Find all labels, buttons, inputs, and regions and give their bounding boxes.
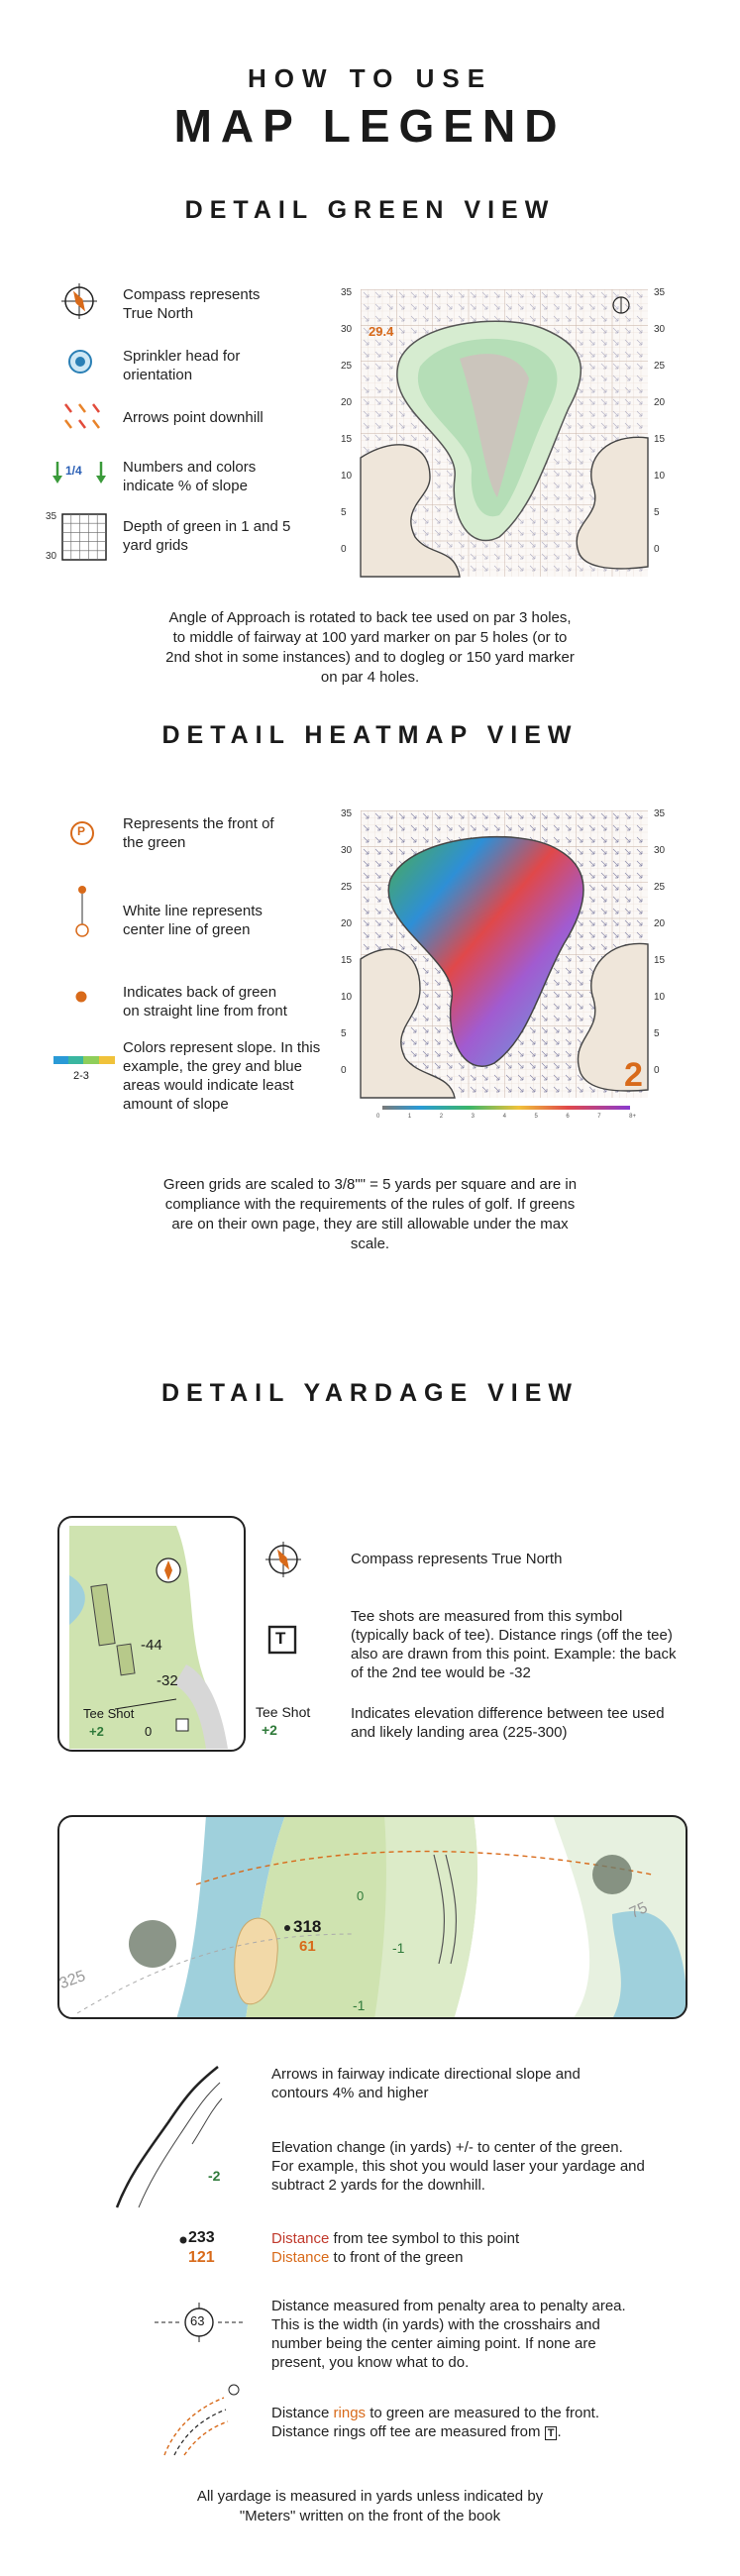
yardage-legend-3: Indicates elevation difference between tee used and likely landing area (225-300)	[351, 1705, 665, 1741]
compass-icon	[59, 281, 99, 321]
heatmap-hole-number: 2	[624, 1056, 643, 1094]
green-legend-2: Sprinkler head for orientation	[123, 348, 241, 383]
sprinkler-icon	[65, 347, 95, 376]
slope-scale-sample: 2-3	[73, 1070, 89, 1082]
strip-ring-a: 325	[56, 1967, 88, 1993]
inline-tee-symbol: T	[545, 2426, 558, 2440]
green-legend-3: Arrows point downhill	[123, 409, 264, 426]
detail-legend-3: Distance from tee symbol to this point Distance to front of the green	[271, 2230, 520, 2266]
inset-tee-zero: 0	[145, 1724, 153, 1739]
tee-shot-label: Tee Shot	[256, 1704, 311, 1720]
strip-zero: 0	[357, 1888, 365, 1903]
tee-shot-value: +2	[262, 1722, 277, 1738]
fairway-arrows-icon	[109, 2063, 228, 2211]
heatmap-caption: Green grids are scaled to 3/8"" = 5 yards per square and are in compliance with the requirements of the rules of golf. If greens are on their own page, they are still allowable under the max scale.	[162, 1176, 578, 1252]
inset-tee-value: +2	[89, 1724, 104, 1739]
back-of-green-icon	[71, 987, 91, 1007]
strip-front-distance: 61	[299, 1938, 316, 1955]
header-line2: MAP LEGEND	[173, 100, 567, 152]
footer-note: All yardage is measured in yards unless indicated by "Meters" written on the front of the book	[196, 2488, 544, 2524]
heat-axis-left: 35 30 25 20 15 10 5 0	[341, 808, 353, 1076]
green-axis-right: 35 30 25 20 15 10 5 0	[654, 287, 666, 555]
tee-symbol-glyph: T	[275, 1629, 286, 1648]
heatmap-view-title: DETAIL HEATMAP VIEW	[161, 721, 579, 749]
green-map-value: 29.4	[369, 324, 394, 339]
green-legend-5: Depth of green in 1 and 5 yard grids	[123, 518, 291, 554]
strip-elev-2: -1	[353, 1997, 366, 2013]
heat-legend-1: Represents the front of the green	[123, 815, 274, 851]
grid-label-bottom: 30	[46, 551, 57, 562]
yardage-view-title: DETAIL YARDAGE VIEW	[160, 1379, 579, 1407]
green-front-glyph: P	[77, 824, 86, 838]
elevation-change-icon: -2	[208, 2168, 221, 2184]
inset-dist-2: -32	[157, 1672, 178, 1689]
slope-color-scale-icon	[53, 1056, 115, 1068]
strip-ring-b: 75	[627, 1899, 651, 1923]
green-view-title: DETAIL GREEN VIEW	[184, 196, 556, 224]
grid-label-top: 35	[46, 511, 57, 522]
green-legend-1: Compass represents True North	[123, 286, 261, 322]
strip-distance: 318	[293, 1917, 322, 1936]
crosshair-value: 63	[190, 2313, 205, 2328]
slope-sample: 1/4	[65, 464, 82, 478]
green-caption: Angle of Approach is rotated to back tee used on par 3 holes, to middle of fairway at 100 yard marker on par 5 holes (or to 2nd shot in some instances) and to dogleg or 150 yard marker on par 4 holes.	[165, 609, 575, 686]
yardage-legend-2: Tee shots are measured from this symbol (typically back of tee). Distance rings (off the tee) also are drawn from this point. Example: the back of the 2nd tee would be -32	[351, 1608, 677, 1681]
downhill-arrows-icon	[59, 400, 103, 434]
distance-sample-bottom: 121	[188, 2249, 215, 2266]
header-line1: HOW TO USE	[247, 63, 493, 93]
heat-legend-2: White line represents center line of green	[123, 903, 263, 938]
distance-sample-top: 233	[188, 2229, 215, 2246]
detail-legend-5: Distance rings to green are measured to the front. Distance rings off tee are measured from T .	[271, 2405, 600, 2440]
inset-dist-1: -44	[141, 1637, 162, 1654]
inset-tee-label: Tee Shot	[83, 1706, 135, 1721]
yardage-strip-map	[57, 1815, 687, 2019]
heat-axis-right: 35 30 25 20 15 10 5 0	[654, 808, 666, 1076]
heat-legend-3: Indicates back of green on straight line from front	[123, 984, 287, 1020]
distance-rings-icon	[155, 2380, 244, 2459]
center-line-icon	[69, 884, 95, 939]
detail-legend-4: Distance measured from penalty area to penalty area. This is the width (in yards) with the crosshairs and number being the center aiming point. If none are present, you know what to do.	[271, 2298, 626, 2371]
detail-legend-2: Elevation change (in yards) +/- to center of the green. For example, this shot you would laser your yardage and subtract 2 yards for the downhill.	[271, 2139, 645, 2194]
heatmap-color-scale	[382, 1106, 630, 1112]
yardage-legend-1: Compass represents True North	[351, 1551, 563, 1567]
detail-legend-1: Arrows in fairway indicate directional slope and contours 4% and higher	[271, 2066, 581, 2101]
strip-elev-1: -1	[392, 1940, 405, 1956]
yardage-compass-icon	[264, 1540, 303, 1579]
green-legend-4: Numbers and colors indicate % of slope	[123, 459, 257, 494]
distance-point-icon	[178, 2235, 188, 2245]
heatmap-scale-labels: 0 1 2 3 4 5 6 7 8+	[376, 1114, 636, 1120]
heatmap-map	[361, 810, 648, 1098]
green-axis-left: 35 30 25 20 15 10 5 0	[341, 287, 353, 555]
green-map	[361, 289, 648, 577]
heat-legend-4: Colors represent slope. In this example, the grey and blue areas would indicate least amount of slope	[123, 1039, 321, 1113]
grid-icon	[61, 513, 107, 561]
